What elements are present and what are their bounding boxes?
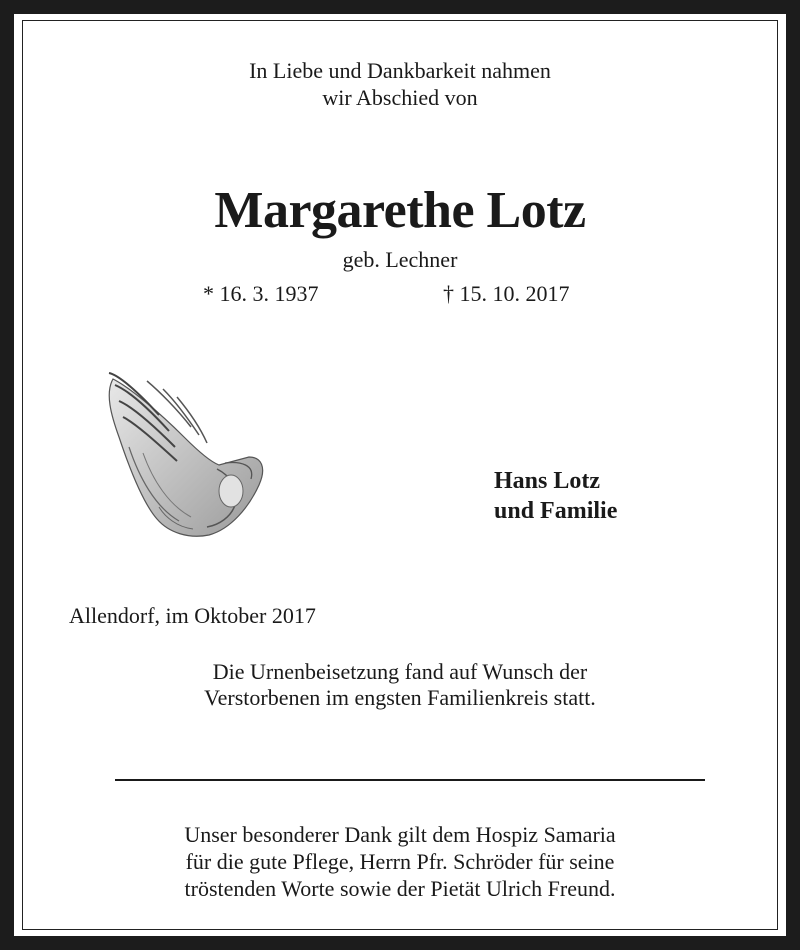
thanks-line-1: Unser besonderer Dank gilt dem Hospiz Samaria xyxy=(184,822,616,847)
thanks-line-2: für die gute Pflege, Herrn Pfr. Schröder für seine xyxy=(185,849,615,874)
deceased-name: Margarethe Lotz xyxy=(214,182,586,239)
thanks-line-3: tröstenden Worte sowie der Pietät Ulrich Freund. xyxy=(184,876,616,901)
urn-line-2: Verstorbenen im engsten Familienkreis statt. xyxy=(204,685,596,710)
intro-line-1: In Liebe und Dankbarkeit nahmen xyxy=(249,58,551,83)
obituary-inner-border xyxy=(22,20,778,930)
family-line-2: und Familie xyxy=(494,498,618,524)
intro-line-2: wir Abschied von xyxy=(322,85,478,110)
divider-rule xyxy=(115,779,705,781)
intro-text xyxy=(23,57,777,111)
urn-notice xyxy=(23,659,777,711)
praying-hands-icon xyxy=(99,357,269,537)
thanks-text xyxy=(23,821,777,902)
birth-date: * 16. 3. 1937 xyxy=(203,281,319,306)
death-date: † 15. 10. 2017 xyxy=(443,281,570,306)
family-line-1: Hans Lotz xyxy=(494,468,601,494)
place-date: Allendorf, im Oktober 2017 xyxy=(69,603,316,628)
urn-line-1: Die Urnenbeisetzung fand auf Wunsch der xyxy=(212,659,588,684)
family-signature xyxy=(494,466,617,526)
obituary-card xyxy=(14,14,786,936)
maiden-name: geb. Lechner xyxy=(342,247,458,272)
